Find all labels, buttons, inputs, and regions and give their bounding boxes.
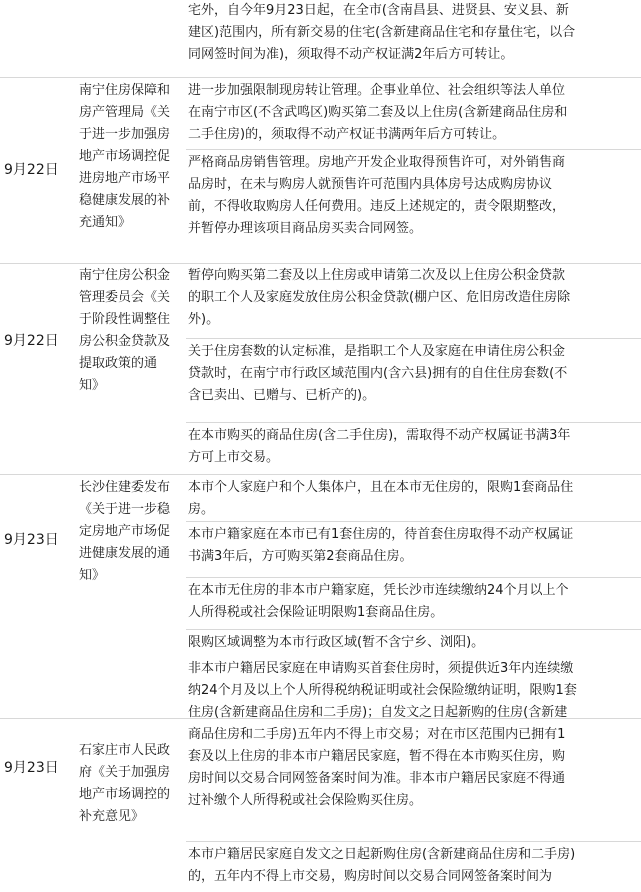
policy-line: 过补缴个人所得税或社会保险购买住房。 bbox=[188, 793, 423, 808]
row-source bbox=[79, 80, 183, 234]
policy-cell bbox=[188, 425, 638, 469]
cell-divider bbox=[186, 422, 641, 423]
policy-line: 纳24个月及以上个人所得税纳税证明或社会保险缴纳证明，限购1套 bbox=[188, 683, 577, 698]
cell-divider bbox=[186, 149, 641, 150]
source-line: 知》 bbox=[79, 378, 106, 393]
policy-line: 人所得税或社会保险证明限购1套商品住房。 bbox=[188, 605, 444, 620]
cell-divider bbox=[186, 629, 641, 630]
row-source bbox=[79, 265, 183, 397]
source-line: 补充意见》 bbox=[79, 809, 145, 824]
policy-line: 本市户籍居民家庭自发文之日起新购住房(含新建商品住房和二手房) bbox=[188, 847, 576, 862]
row-date: 9月23日 bbox=[4, 760, 59, 776]
policy-line: 建区)范围内，所有新交易的住宅(含新建商品住宅和存量住宅，以合 bbox=[188, 25, 576, 40]
policy-line: 房时间以交易合同网签备案时间为准。非本市户籍居民家庭不得通 bbox=[188, 771, 566, 786]
source-line: 于阶段性调整住 bbox=[79, 312, 171, 327]
policy-line: 在南宁市区(不含武鸣区)购买第二套及以上住房(含新建商品住房和 bbox=[188, 105, 568, 120]
cell-divider bbox=[186, 338, 641, 339]
policy-line: 书满3年后，方可购买第2套商品住房。 bbox=[188, 549, 413, 564]
policy-line: 的，五年内不得上市交易，购房时间以交易合同网签备案时间为 bbox=[188, 869, 553, 884]
policy-line: 外)。 bbox=[188, 312, 220, 327]
policy-cell bbox=[188, 580, 638, 624]
source-line: 进房地产市场平 bbox=[79, 171, 171, 186]
row-divider bbox=[0, 77, 641, 78]
source-line: 稳健康发展的补 bbox=[79, 193, 171, 208]
policy-line: 前，不得收取购房人任何费用。违反上述规定的，责令限期整改， bbox=[188, 199, 566, 214]
policy-cell bbox=[188, 265, 638, 331]
policy-line: 品房时，在未与购房人就预售许可范围内具体房号达成购房协议 bbox=[188, 177, 553, 192]
row-date: 9月23日 bbox=[4, 532, 59, 548]
policy-line: 在本市无住房的非本市户籍家庭，凭长沙市连续缴纳24个月以上个 bbox=[188, 583, 569, 598]
policy-line: 房。 bbox=[188, 502, 215, 517]
source-line: 地产市场调控的 bbox=[79, 787, 171, 802]
policy-line: 关于住房套数的认定标准，是指职工个人及家庭在申请住房公积金 bbox=[188, 344, 566, 359]
source-line: 于进一步加强房 bbox=[79, 127, 171, 142]
policy-line: 并暂停办理该项目商品房买卖合同网签。 bbox=[188, 221, 423, 236]
policy-line: 在本市购买的商品住房(含二手住房)，需取得不动产权属证书满3年 bbox=[188, 428, 571, 443]
policy-line: 住房(含新建商品住房和二手房)；自发文之日起新购的住房(含新建 bbox=[188, 705, 568, 720]
source-line: 府《关于加强房 bbox=[79, 765, 171, 780]
policy-cell bbox=[188, 477, 638, 521]
policy-line: 同网签时间为准)，须取得不动产权证满2年后方可转让。 bbox=[188, 47, 514, 62]
source-line: 房公积金贷款及 bbox=[79, 334, 171, 349]
source-line: 南宁住房公积金 bbox=[79, 268, 171, 283]
policy-cell bbox=[188, 341, 638, 407]
source-line: 南宁住房保障和 bbox=[79, 83, 171, 98]
row-date: 9月22日 bbox=[4, 162, 59, 178]
policy-line: 贷款时，在南宁市行政区域范围内(含六县)拥有的自住住房套数(不 bbox=[188, 366, 568, 381]
row-divider bbox=[0, 263, 641, 264]
policy-line: 方可上市交易。 bbox=[188, 450, 280, 465]
policy-cell bbox=[188, 658, 638, 812]
source-line: 长沙住建委发布 bbox=[79, 480, 171, 495]
policy-line: 暂停向购买第二套及以上住房或申请第二次及以上住房公积金贷款 bbox=[188, 268, 566, 283]
policy-cell bbox=[188, 632, 638, 654]
policy-line: 本市个人家庭户和个人集体户，且在本市无住房的，限购1套商品住 bbox=[188, 480, 574, 495]
policy-line: 二手住房)的，须取得不动产权证书满两年后方可转让。 bbox=[188, 127, 506, 142]
source-line: 进健康发展的通 bbox=[79, 546, 171, 561]
source-line: 提取政策的通 bbox=[79, 356, 158, 371]
row-source bbox=[79, 740, 183, 828]
row-source bbox=[79, 477, 183, 587]
source-line: 充通知》 bbox=[79, 215, 132, 230]
source-line: 石家庄市人民政 bbox=[79, 743, 171, 758]
policy-line: 宅外，自今年9月23日起，在全市(含南昌县、进贤县、安义县、新 bbox=[188, 3, 569, 18]
policy-cell bbox=[188, 844, 638, 888]
policy-line: 限购区域调整为本市行政区域(暂不含宁乡、浏阳)。 bbox=[188, 635, 485, 650]
cell-divider bbox=[186, 521, 641, 522]
policy-cell bbox=[188, 152, 638, 240]
source-line: 管理委员会《关 bbox=[79, 290, 171, 305]
policy-cell bbox=[188, 0, 638, 66]
policy-line: 非本市户籍居民家庭在申请购买首套住房时，须提供近3年内连续缴 bbox=[188, 661, 574, 676]
policy-line: 进一步加强限制现房转让管理。企事业单位、社会组织等法人单位 bbox=[188, 83, 566, 98]
source-line: 定房地产市场促 bbox=[79, 524, 171, 539]
policy-line: 的职工个人及家庭发放住房公积金贷款(棚户区、危旧房改造住房除 bbox=[188, 290, 571, 305]
source-line: 《关于进一步稳 bbox=[79, 502, 171, 517]
cell-divider bbox=[186, 577, 641, 578]
row-divider bbox=[0, 474, 641, 475]
source-line: 房产管理局《关 bbox=[79, 105, 171, 120]
policy-cell bbox=[188, 80, 638, 146]
row-date: 9月22日 bbox=[4, 333, 59, 349]
policy-line: 含已卖出、已赠与、已析产的)。 bbox=[188, 388, 376, 403]
cell-divider bbox=[186, 841, 641, 842]
policy-line: 套及以上住房的非本市户籍居民家庭，暂不得在本市购买住房，购 bbox=[188, 749, 566, 764]
source-line: 地产市场调控促 bbox=[79, 149, 171, 164]
policy-line: 严格商品房销售管理。房地产开发企业取得预售许可，对外销售商 bbox=[188, 155, 566, 170]
policy-line: 商品住房和二手房)五年内不得上市交易；对在市区范围内已拥有1 bbox=[188, 727, 566, 742]
policy-cell bbox=[188, 524, 638, 568]
policy-line: 本市户籍家庭在本市已有1套住房的，待首套住房取得不动产权属证 bbox=[188, 527, 574, 542]
source-line: 知》 bbox=[79, 568, 106, 583]
